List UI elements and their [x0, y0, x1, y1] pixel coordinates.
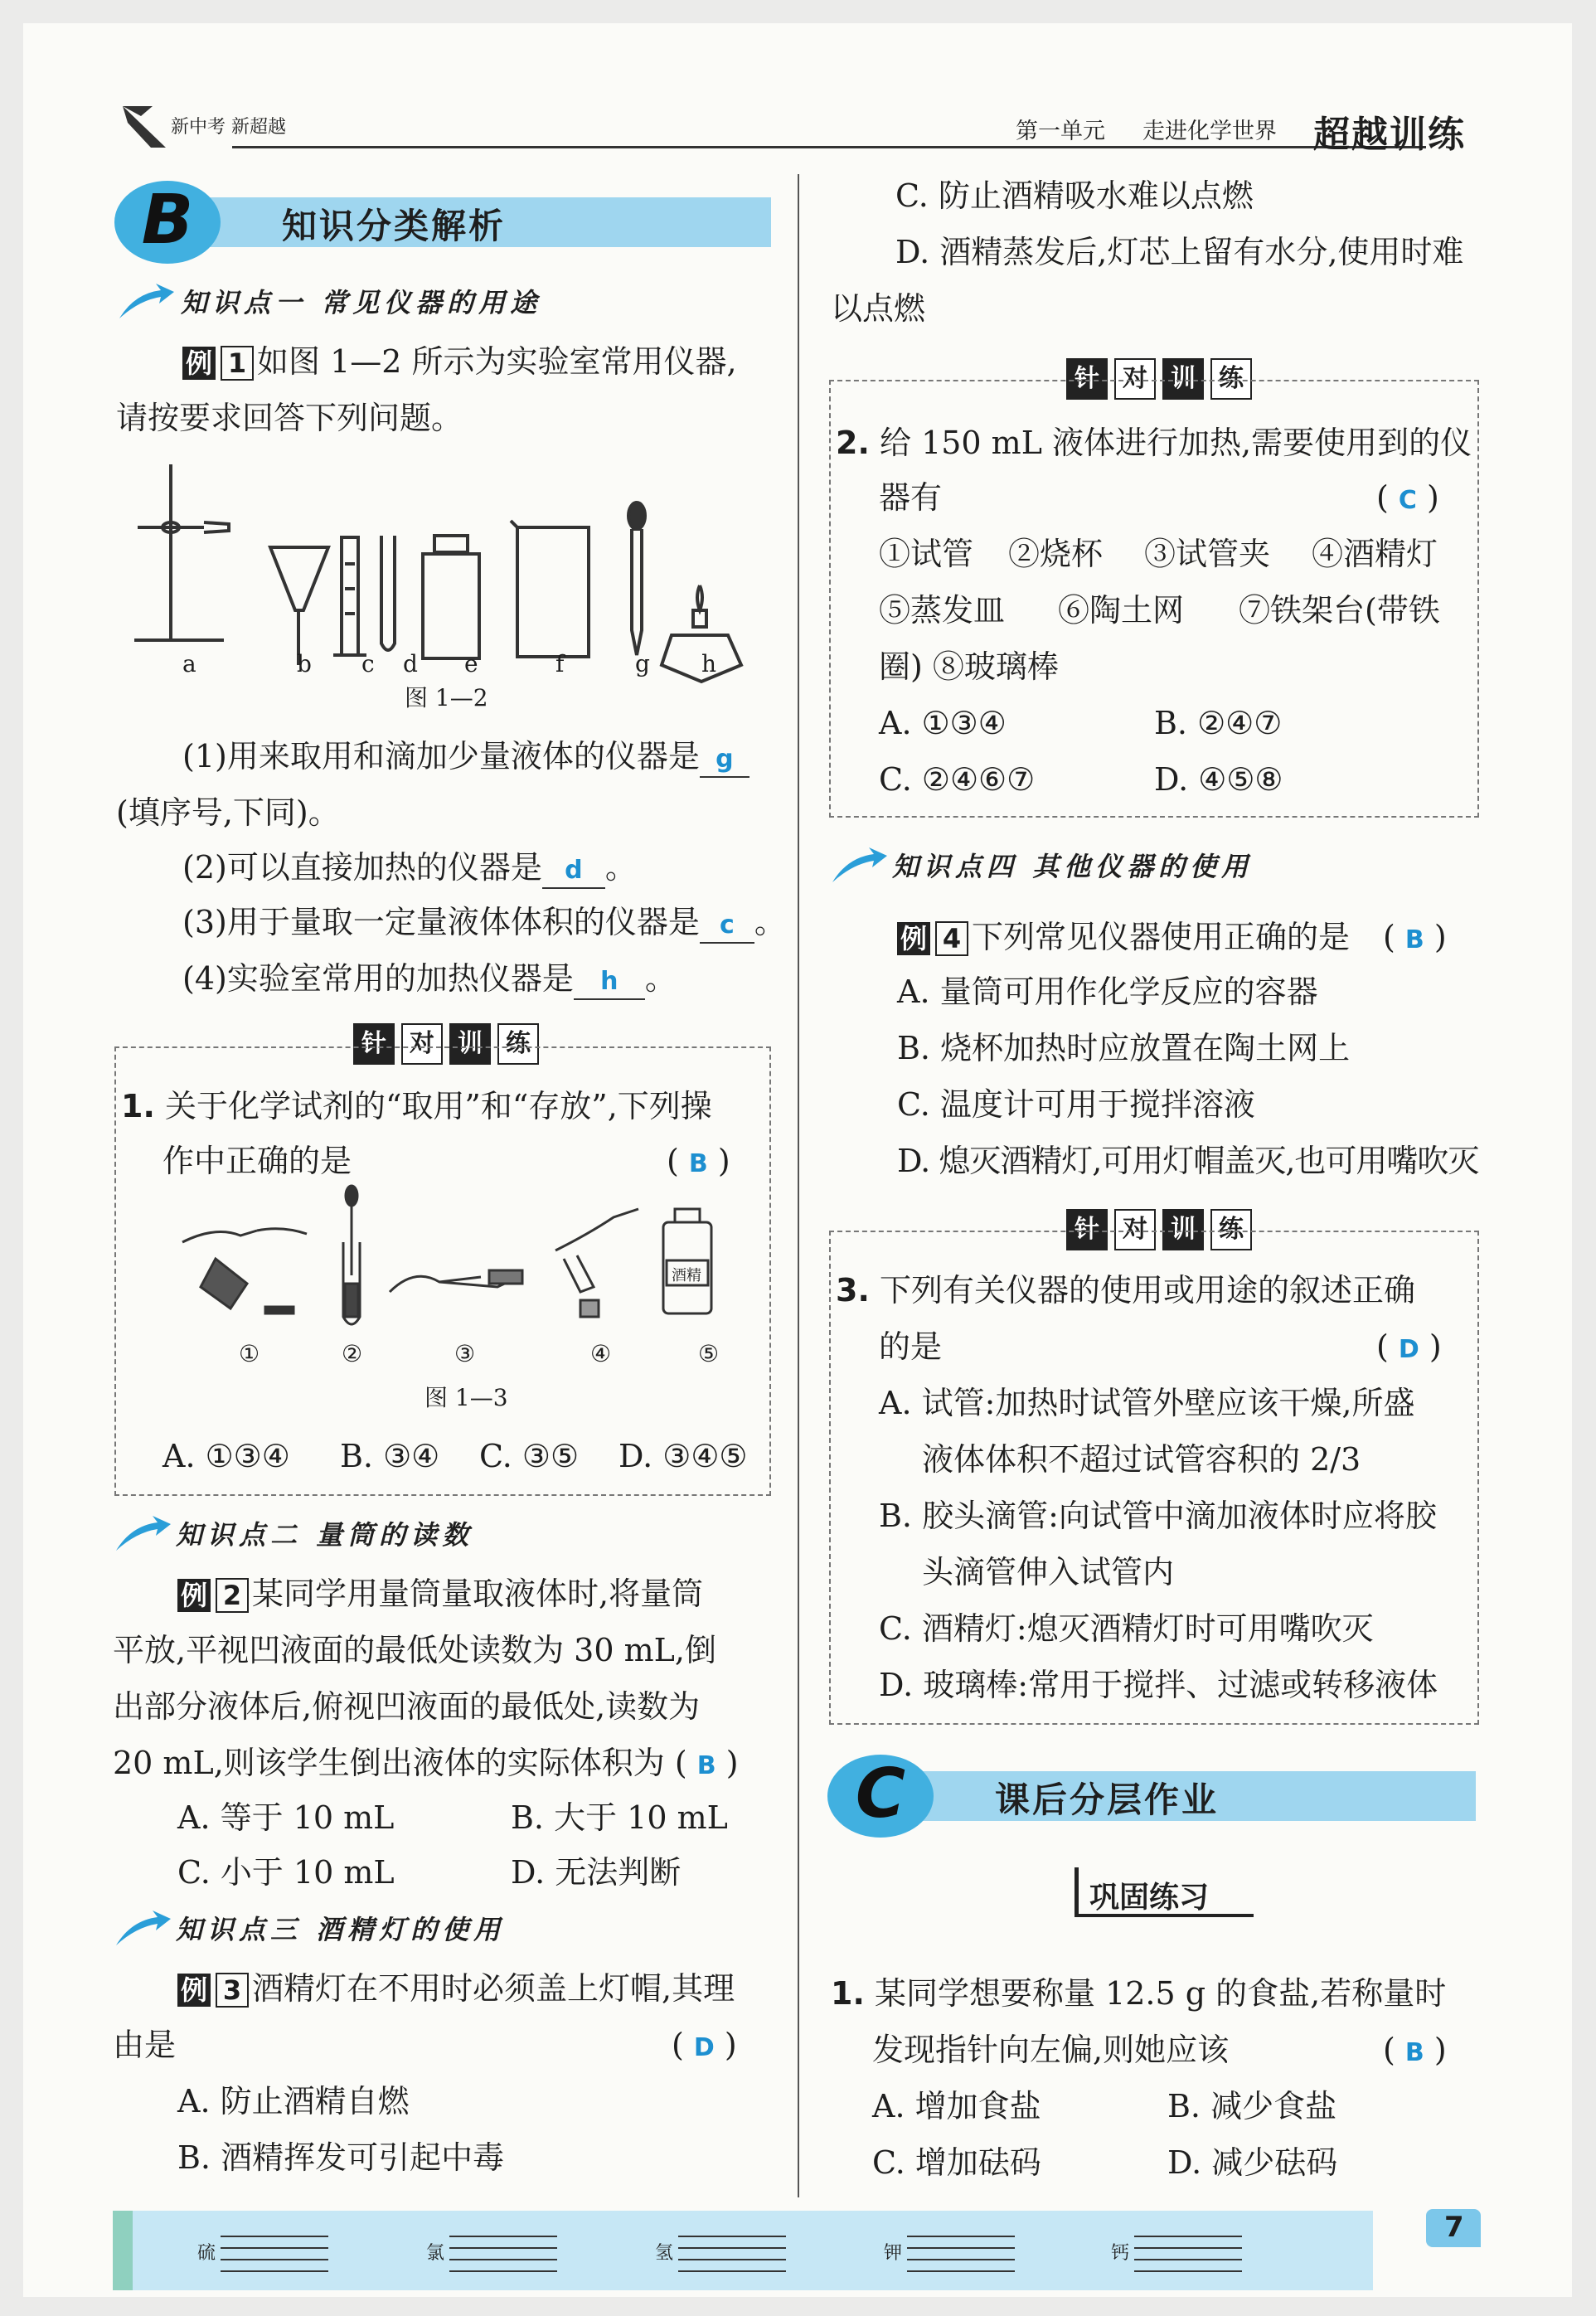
- header-rule: [232, 146, 1426, 148]
- section-c-letter: C: [827, 1755, 934, 1838]
- train-char: 训: [449, 1023, 491, 1065]
- fig-label-h: h: [701, 650, 717, 677]
- ex1-q4-answer: h: [574, 965, 645, 1000]
- ex2-answer: B: [696, 1751, 716, 1780]
- c1-num: 1.: [831, 1975, 865, 2012]
- t3-text2: 的是: [879, 1328, 943, 1365]
- t3-option-c: C. 酒精灯:熄灭酒精灯时可用嘴吹灭: [879, 1610, 1374, 1647]
- t1-option-a: A. ①③④: [163, 1438, 290, 1474]
- ex1-q3: [182, 894, 786, 950]
- t2-option-b: B. ②④⑦: [1154, 705, 1283, 741]
- fig-label-g: g: [635, 650, 650, 677]
- graduated-cylinder-icon: [333, 537, 366, 655]
- ex4-answer: ( B ): [1383, 919, 1447, 955]
- ex3-badge: 例: [177, 1974, 211, 2007]
- ex2-option-c: C. 小于 10 mL: [177, 1854, 395, 1891]
- ex1-q4-text: (4)实验室常用的加热仪器是: [182, 960, 574, 997]
- ex1-q2-text: (2)可以直接加热的仪器是: [182, 849, 542, 886]
- t2-answer-value: C: [1398, 486, 1417, 515]
- t2-item-7: ⑦铁架台(带铁: [1239, 592, 1440, 629]
- t3-answer-value: D: [1398, 1335, 1419, 1364]
- ex4-option-a: A. 量筒可用作化学反应的容器: [897, 973, 1318, 1010]
- t2-items-row3: 圈) ⑧玻璃棒: [879, 648, 1059, 685]
- ex3-num: 3: [216, 1973, 249, 2008]
- header-left-text: 新中考 新超越: [171, 117, 286, 138]
- fig13-num-3: ③: [454, 1340, 476, 1367]
- ex1-text2: 请按要求回答下列问题。: [116, 400, 463, 436]
- ex2-line1: [177, 1566, 703, 1622]
- t2-option-c: C. ②④⑥⑦: [879, 761, 1036, 798]
- t2-item-5: ⑤蒸发皿: [879, 592, 1006, 629]
- t1-line1: [121, 1078, 712, 1134]
- ex1-q3-text: (3)用于量取一定量液体体积的仪器是: [182, 904, 700, 940]
- ex3-answer: ( D ): [672, 2027, 737, 2063]
- ex3-answer-value: D: [693, 2033, 715, 2062]
- t2-line1: [836, 415, 1472, 471]
- kp3-arrow-icon: [114, 1909, 172, 1947]
- ex1-q1: [182, 728, 749, 784]
- train-char: 练: [497, 1023, 539, 1065]
- train-char: 针: [353, 1023, 395, 1065]
- train-char: 对: [1114, 1209, 1156, 1250]
- ex1: [182, 333, 737, 390]
- ex2-badge: 例: [177, 1579, 211, 1612]
- ex2-line4: 20 mL,则该学生倒出液体的实际体积为 ( B ): [113, 1745, 739, 1781]
- ex2-num: 2: [216, 1578, 249, 1613]
- header-unit-title: 走进化学世界: [1142, 119, 1277, 144]
- t2-item-1: ①试管: [879, 536, 974, 572]
- t1-option-c: C. ③⑤: [479, 1438, 580, 1474]
- ex4-option-d: D. 熄灭酒精灯,可用灯帽盖灭,也可用嘴吹灭: [897, 1143, 1479, 1179]
- t3-option-b: B. 胶头滴管:向试管中滴加液体时应将胶: [879, 1498, 1437, 1534]
- ex2-text1: 某同学用量筒量取液体时,将量筒: [252, 1576, 704, 1612]
- footer-item-2: 氯: [426, 2243, 445, 2264]
- figure-1-2: [124, 448, 754, 713]
- fig13-num-5: ⑤: [698, 1340, 720, 1367]
- column-divider: [798, 174, 799, 2197]
- figure-1-3: [166, 1184, 746, 1342]
- section-b-title: 知识分类解析: [282, 206, 507, 246]
- ex1-q2-period: 。: [604, 849, 637, 886]
- footer-item-5: 钙: [1111, 2243, 1130, 2264]
- train-char: 对: [1114, 358, 1156, 400]
- header: [116, 100, 1476, 158]
- train-char: 训: [1162, 1209, 1204, 1250]
- kp3-title: 知识点三 酒精灯的使用: [176, 1914, 506, 1945]
- c1-option-b: B. 减少食盐: [1167, 2088, 1337, 2124]
- t1-answer: ( B ): [667, 1143, 730, 1179]
- ex2-option-a: A. 等于 10 mL: [177, 1799, 395, 1836]
- subsection-title: 巩固练习: [1089, 1881, 1210, 1915]
- ex1-q4-period: 。: [644, 960, 677, 997]
- t3-answer: ( D ): [1376, 1328, 1442, 1365]
- ex3-option-d: D. 酒精蒸发后,灯芯上留有水分,使用时难: [895, 234, 1464, 270]
- ex4-badge: 例: [897, 922, 930, 955]
- fig-1-2-caption: 图 1—2: [405, 684, 488, 711]
- c1-text1: 某同学想要称量 12.5 g 的食盐,若称量时: [874, 1975, 1447, 2012]
- t1-answer-value: B: [688, 1149, 708, 1178]
- ex4-option-b: B. 烧杯加热时应放置在陶土网上: [897, 1030, 1351, 1066]
- t2-option-a: A. ①③④: [879, 705, 1007, 741]
- wide-mouth-bottle-icon: [423, 536, 479, 658]
- kp1-arrow-icon: [118, 282, 176, 320]
- ex3-option-d-cont: 以点燃: [831, 290, 926, 327]
- iron-stand-icon: [134, 464, 229, 640]
- footer-item-3: 氢: [655, 2243, 674, 2264]
- ex2-line2: 平放,平视凹液面的最低处读数为 30 mL,倒: [113, 1632, 716, 1668]
- t2-text2: 器有: [879, 479, 943, 516]
- kp4-arrow-icon: [831, 846, 889, 884]
- kp4-title: 知识点四 其他仪器的使用: [892, 851, 1254, 882]
- t2-item-3: ③试管夹: [1144, 536, 1271, 572]
- c1-line1: [831, 1965, 1446, 2022]
- kp1-title: 知识点一 常见仪器的用途: [181, 287, 542, 318]
- t2-item-6: ⑥陶土网: [1058, 592, 1185, 629]
- section-c-title: 课后分层作业: [995, 1779, 1220, 1820]
- ex3-line2: 由是: [113, 2027, 177, 2063]
- reagent-bottle-pouring-icon: [182, 1229, 307, 1313]
- train-char: 训: [1162, 358, 1204, 400]
- t2-item-4: ④酒精灯: [1312, 536, 1438, 572]
- t3-num: 3.: [836, 1272, 870, 1309]
- ex3-text1: 酒精灯在不用时必须盖上灯帽,其理: [252, 1970, 735, 2007]
- ex3-option-b: B. 酒精挥发可引起中毒: [177, 2139, 505, 2176]
- ex3-line1: [177, 1960, 735, 2017]
- ex4-answer-value: B: [1404, 925, 1424, 954]
- forceps-icon: [390, 1270, 522, 1292]
- t3-option-d: D. 玻璃棒:常用于搅拌、过滤或转移液体: [879, 1667, 1438, 1703]
- kp2-title: 知识点二 量筒的读数: [176, 1519, 474, 1551]
- subsection-label: [1075, 1867, 1254, 1924]
- fig13-num-1: ①: [239, 1340, 260, 1367]
- fig-label-f: f: [555, 650, 565, 677]
- ex4-option-c: C. 温度计可用于搅拌溶液: [897, 1086, 1255, 1123]
- train-char: 针: [1066, 358, 1108, 400]
- ex4-line1: [897, 909, 1350, 965]
- c1-option-d: D. 减少砝码: [1167, 2144, 1338, 2181]
- header-unit: 第一单元: [1016, 119, 1105, 144]
- t1-option-b: B. ③④: [340, 1438, 440, 1474]
- header-arrow-icon: [116, 100, 174, 151]
- c1-text2: 发现指针向左偏,则她应该: [872, 2032, 1230, 2068]
- ex1-q3-answer: c: [700, 909, 754, 944]
- ex1-text1: 如图 1—2 所示为实验室常用仪器,: [257, 343, 737, 380]
- train-char: 针: [1066, 1209, 1108, 1250]
- t3-line1: [836, 1262, 1415, 1318]
- fig13-num-2: ②: [342, 1340, 363, 1367]
- train-char: 对: [401, 1023, 443, 1065]
- tube-holder-icon: [555, 1209, 638, 1317]
- ex1-badge: 例: [182, 347, 216, 380]
- ex1-q1-answer: g: [700, 743, 749, 778]
- ex1-q3-period: 。: [754, 904, 786, 940]
- funnel-icon: [270, 547, 328, 665]
- t1-num: 1.: [121, 1088, 155, 1124]
- train-char: 练: [1210, 358, 1252, 400]
- c1-answer-value: B: [1404, 2038, 1424, 2067]
- t2-item-2: ②烧杯: [1008, 536, 1104, 572]
- fig-label-e: e: [464, 650, 478, 677]
- ex3-option-a: A. 防止酒精自燃: [177, 2083, 410, 2119]
- c1-answer: ( B ): [1383, 2032, 1447, 2068]
- dropper-in-tube-icon: [343, 1186, 360, 1324]
- fig-label-b: b: [297, 650, 312, 677]
- dropper-icon: [628, 503, 645, 655]
- fig13-num-4: ④: [590, 1340, 612, 1367]
- ex4-text1: 下列常见仪器使用正确的是: [972, 919, 1351, 955]
- footer-bar: [113, 2211, 1373, 2290]
- fig-label-a: a: [182, 650, 196, 677]
- fig-1-3-caption: 图 1—3: [424, 1384, 508, 1411]
- t1-option-d: D. ③④⑤: [619, 1438, 748, 1474]
- t3-option-a-cont: 液体体积不超过试管容积的 2/3: [922, 1441, 1361, 1478]
- ex1-q1-text: (1)用来取用和滴加少量液体的仪器是: [182, 738, 700, 774]
- kp2-arrow-icon: [114, 1514, 172, 1552]
- page-number: 7: [1444, 2211, 1464, 2244]
- ex4-num: 4: [935, 921, 968, 956]
- ex2-option-b: B. 大于 10 mL: [511, 1799, 728, 1836]
- t2-text1: 给 150 mL 液体进行加热,需要使用到的仪: [879, 425, 1472, 461]
- t1-text2: 作中正确的是: [163, 1143, 352, 1179]
- fig-label-c: c: [361, 650, 375, 677]
- alcohol-bottle-icon: [663, 1209, 711, 1313]
- header-brand: 超越训练: [1313, 114, 1466, 156]
- ex2-line3: 出部分液体后,俯视凹液面的最低处,读数为: [113, 1688, 701, 1725]
- c1-option-c: C. 增加砝码: [872, 2144, 1041, 2181]
- section-b-letter: B: [114, 181, 221, 264]
- test-tube-icon: [381, 536, 395, 650]
- t1-text1: 关于化学试剂的“取用”和“存放”,下列操: [164, 1088, 712, 1124]
- beaker-icon: [511, 521, 589, 657]
- ex1-q4: [182, 950, 677, 1007]
- t2-option-d: D. ④⑤⑧: [1154, 761, 1283, 798]
- t2-answer: ( C ): [1376, 479, 1439, 516]
- t3-text1: 下列有关仪器的使用或用途的叙述正确: [879, 1272, 1415, 1309]
- train-char: 练: [1210, 1209, 1252, 1250]
- t3-option-b-cont: 头滴管伸入试管内: [922, 1554, 1175, 1590]
- t2-num: 2.: [836, 425, 870, 461]
- t3-option-a: A. 试管:加热时试管外壁应该干燥,所盛: [879, 1385, 1415, 1421]
- footer-left-strip: [113, 2211, 133, 2290]
- fig-label-d: d: [403, 650, 418, 677]
- ex1-q2: [182, 839, 637, 896]
- c1-option-a: A. 增加食盐: [872, 2088, 1041, 2124]
- ex2-option-d: D. 无法判断: [511, 1854, 682, 1891]
- fig-1-3-bottle-label: 酒精: [672, 1267, 701, 1284]
- footer-item-4: 钾: [884, 2243, 903, 2264]
- footer-item-1: 硫: [197, 2243, 216, 2264]
- ex1-num: 1: [221, 346, 254, 381]
- ex1-q2-answer: d: [542, 854, 605, 889]
- ex2-text4: 20 mL,则该学生倒出液体的实际体积为: [113, 1745, 665, 1781]
- ex3-option-c: C. 防止酒精吸水难以点燃: [895, 177, 1254, 214]
- ex1-q1-cont: (填序号,下同)。: [116, 794, 340, 831]
